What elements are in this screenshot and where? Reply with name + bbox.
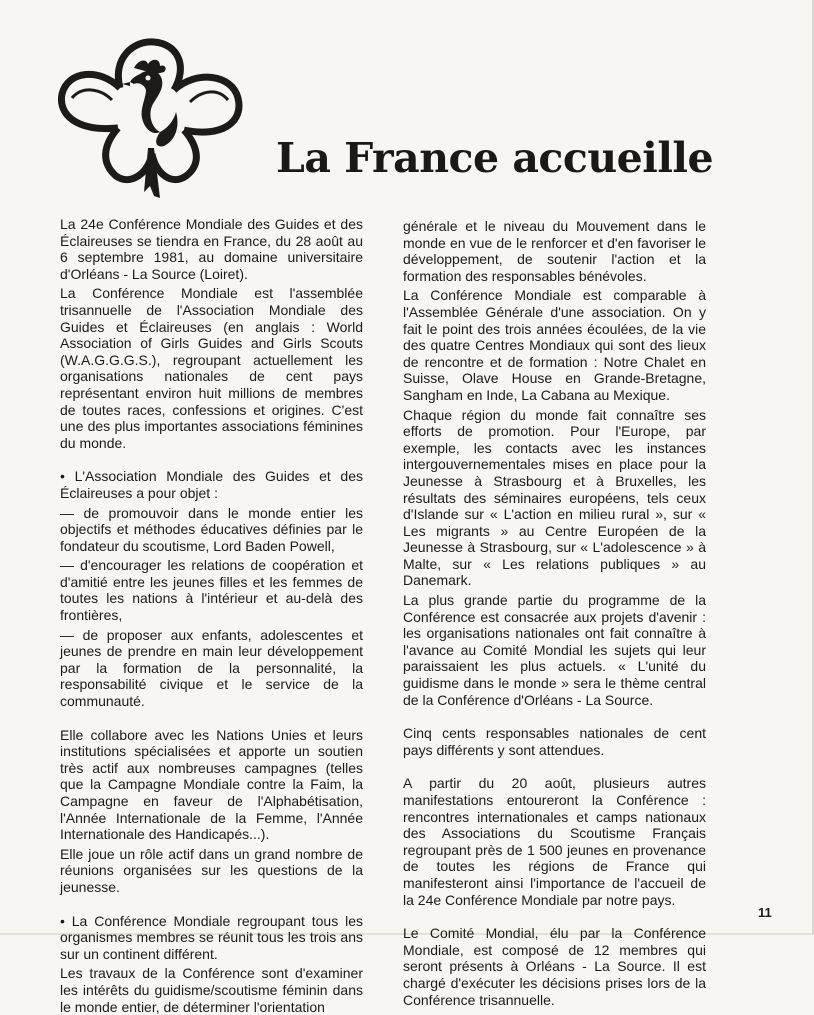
trefoil-rooster-logo-icon (56, 36, 246, 206)
paragraph: La Conférence Mondiale est comparable à l'Assemblée Générale d'une association. On y fait le point des trois années écoulées, de la vie des quatre Centres Mondiaux qui sont des lieux de rencontre et de formation : Notre Chalet en Suisse, Olave House en Grande-Bretagne, Sangham en Inde, La Cabana au Mexique. (403, 287, 706, 403)
page-title: La France accueille (276, 134, 714, 182)
page-number: 11 (758, 905, 772, 920)
paragraph: Le Comité Mondial, élu par la Conférence Mondiale, est composé de 12 membres qui seront présents à Orléans - La Source. Il est chargé d'exécuter les décisions prises lors de la Conférence trisannuelle. (403, 925, 706, 1008)
paragraph: La 24e Conférence Mondiale des Guides et des Éclaireuses se tiendra en France, du 28 août au 6 septembre 1981, au domaine universitaire d'Orléans - La Source (Loiret). (60, 216, 363, 282)
paragraph: • La Conférence Mondiale regroupant tous les organismes membres se réunit tous les trois ans sur un continent différent. (60, 912, 363, 962)
paragraph: Chaque région du monde fait connaître ses efforts de promotion. Pour l'Europe, par exemple, les contacts avec les instances intergouvernementales mises en place pour la Jeunesse à Strasbourg et à Bruxelles, les résultats des séminaires européens, tels ceux d'Islande sur « L'action en milieu rural », sur « Les migrants » au Centre Européen de la Jeunesse à Strasbourg, sur « L'adolescence » à Malte, sur « Les relations publiques » au Danemark. (403, 406, 706, 589)
paragraph: • L'Association Mondiale des Guides et des Éclaireuses a pour objet : (60, 468, 363, 501)
list-item: — de proposer aux enfants, adolescentes et jeunes de prendre en main leur développement par la formation de la personnalité, la responsabilité civique et le service de la communauté. (60, 626, 363, 710)
paragraph: A partir du 20 août, plusieurs autres manifestations entoureront la Conférence : rencontres internationales et camps nationaux des Associations du Scoutisme Français regroupant près de 1 500 jeunes en provenance de toutes les régions de France qui manifesteront ainsi l'importance de l'accueil de la 24e Conférence Mondiale par notre pays. (403, 775, 706, 908)
paragraph: générale et le niveau du Mouvement dans le monde en vue de le renforcer et d'en favoriser le développement, de soutenir l'action et la formation des responsables bénévoles. (403, 218, 706, 284)
paragraph: La Conférence Mondiale est l'assemblée trisannuelle de l'Association Mondiale des Guides et Éclaireuses (en anglais : World Association of Girls Guides and Girls Scouts (W.A.G.G.G.S.), regroupant actuellement les organisations nationales de cent pays représentant environ huit millions de membres de toutes races, confessions et origines. C'est une des plus importantes associations féminines du monde. (60, 285, 363, 451)
paragraph: Les travaux de la Conférence sont d'examiner les intérêts du guidisme/scoutisme féminin dans le monde entier, de déterminer l'orientation (60, 965, 363, 1015)
right-column (403, 218, 706, 1008)
paragraph: La plus grande partie du programme de la Conférence est consacrée aux projets d'avenir : les organisations nationales ont fait connaître à l'avance au Comité Mondial les sujets qui leur paraissaient les plus actuels. « L'unité du guidisme dans le monde » sera le thème central de la Conférence d'Orléans - La Source. (403, 592, 706, 708)
list-item: — d'encourager les relations de coopération et d'amitié entre les jeunes filles et les femmes de toutes les nations à l'intérieur et au-delà des frontières, (60, 557, 363, 624)
paragraph: Elle joue un rôle actif dans un grand nombre de réunions organisées sur les questions de la jeunesse. (60, 845, 363, 895)
paragraph: Elle collabore avec les Nations Unies et leurs institutions spécialisées et apporte un soutien très actif aux nombreuses campagnes (telles que la Campagne Mondiale contre la Faim, la Campagne en faveur de l'Alphabétisation, l'Année Internationale de la Femme, l'Année Internationale des Handicapés...). (60, 726, 363, 843)
paragraph: Cinq cents responsables nationales de cent pays différents y sont attendues. (403, 725, 706, 758)
list-item: — de promouvoir dans le monde entier les objectifs et méthodes éducatives définies par le fondateur du scoutisme, Lord Baden Powell, (60, 504, 363, 554)
left-column (60, 216, 363, 1015)
